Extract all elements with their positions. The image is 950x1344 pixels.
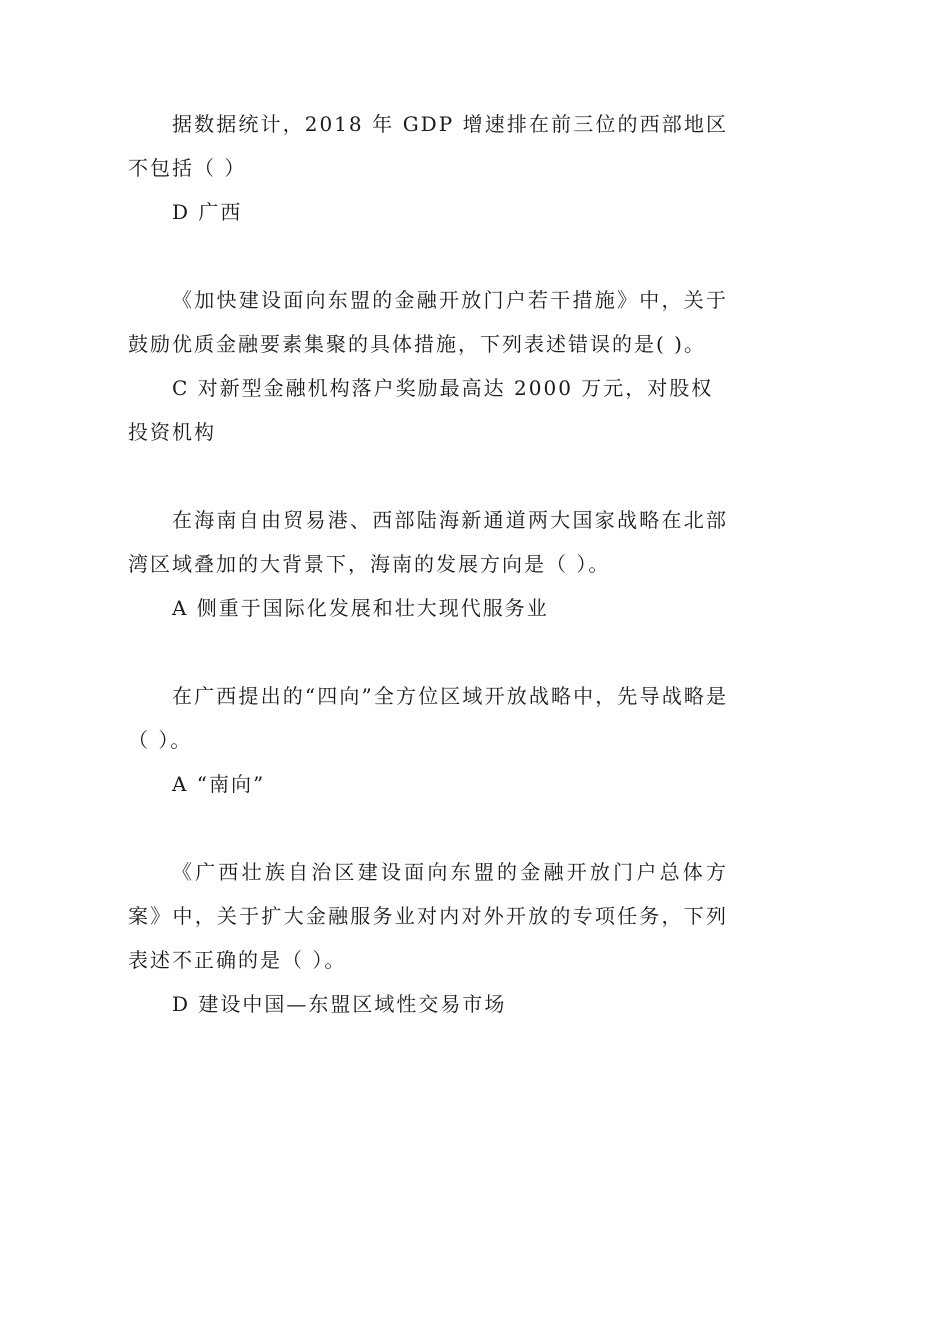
answer-text: A “南向” (172, 772, 266, 796)
question-block-2 (128, 278, 728, 454)
answer-text: D 广西 (172, 200, 243, 224)
question-text: 《广西壮族自治区建设面向东盟的金融开放门户总体方案》中，关于扩大金融服务业对内对外开放的专项任务，下列表述不正确的是（ ）。 (128, 860, 728, 972)
question-text: 在广西提出的“四向”全方位区域开放战略中，先导战略是（ ）。 (128, 684, 728, 752)
answer-text: A 侧重于国际化发展和壮大现代服务业 (172, 596, 549, 620)
question-block-3 (128, 498, 728, 630)
question-block-1 (128, 102, 728, 234)
question-text: 在海南自由贸易港、西部陆海新通道两大国家战略在北部湾区域叠加的大背景下，海南的发展方向是（ ）。 (128, 508, 728, 576)
question-text: 《加快建设面向东盟的金融开放门户若干措施》中，关于鼓励优质金融要素集聚的具体措施，下列表述错误的是( )。 (128, 288, 728, 356)
answer-text: D 建设中国—东盟区域性交易市场 (172, 992, 507, 1016)
document-body (128, 102, 728, 1070)
answer-text: C 对新型金融机构落户奖励最高达 2000 万元，对股权投资机构 (128, 376, 714, 444)
question-block-4 (128, 674, 728, 806)
question-block-5 (128, 850, 728, 1026)
question-text: 据数据统计，2018 年 GDP 增速排在前三位的西部地区不包括（ ） (128, 112, 728, 180)
